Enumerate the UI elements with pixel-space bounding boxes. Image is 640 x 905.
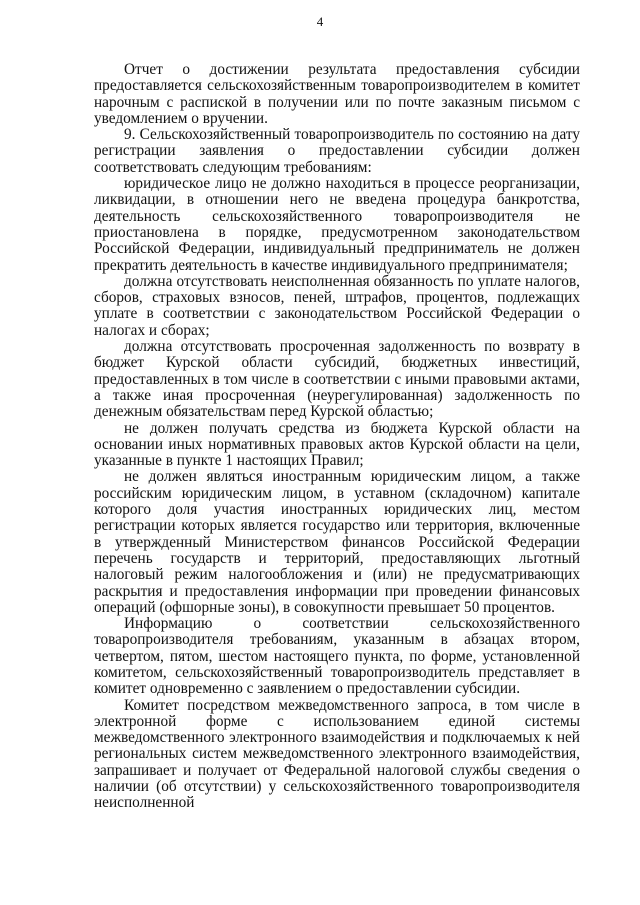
paragraph-requirement-debt: должна отсутствовать просроченная задолженность по возврату в бюджет Курской области субсидий, бюджетных инвестиций, предоставленных в том числе в соответствии с иными правовыми актами, а также иная просроченная (неурегулированная) задолженность по денежным обязательствам перед Курской областью;	[94, 338, 580, 421]
page-number: 4	[316, 14, 324, 29]
paragraph-requirements-intro: 9. Сельскохозяйственный товаропроизводитель по состоянию на дату регистрации заявления о предоставлении субсидии должен соответствовать следующим требованиям:	[94, 126, 580, 176]
paragraph-compliance-information: Информацию о соответствии сельскохозяйственного товаропроизводителя требованиям, указанным в абзацах втором, четвертом, пятом, шестом настоящего пункта, по форме, установленной комитетом, сельскохозяйственный товаропроизводитель представляет в комитет одновременно с заявлением о предоставлении субсидии.	[94, 615, 580, 698]
paragraph-requirement-foreign-entity: не должен являться иностранным юридическим лицом, а также российским юридическим лицом, в уставном (складочном) капитале которого доля участия иностранных юридических лиц, местом регистрации которых является государство или территория, включенные в утвержденный Министерством финансов Российской Федерации перечень государств и территорий, предоставляющих льготный налоговый режим налогообложения и (или) не предусматривающих раскрытия и предоставления информации при проведении финансовых операций (офшорные зоны), в совокупности превышает 50 процентов.	[94, 468, 580, 616]
paragraph-interagency-request: Комитет посредством межведомственного запроса, в том числе в электронной форме с использованием единой системы межведомственного электронного взаимодействия и подключаемых к ней региональных систем межведомственного электронного взаимодействия, запрашивает и получает от Федеральной налоговой службы сведения о наличии (об отсутствии) у сельскохозяйственного товаропроизводителя неисполненной	[94, 696, 580, 812]
paragraph-requirement-reorganization: юридическое лицо не должно находиться в процессе реорганизации, ликвидации, в отношении него не введена процедура банкротства, деятельность сельскохозяйственного товаропроизводителя не приостановлена в порядке, предусмотренном законодательством Российской Федерации, индивидуальный предприниматель не должен прекратить деятельность в качестве индивидуального предпринимателя;	[94, 175, 580, 274]
document-body	[94, 62, 580, 812]
paragraph-report-delivery: Отчет о достижении результата предоставления субсидии предоставляется сельскохозяйственным товаропроизводителем в комитет нарочным с распиской в получении или по почте заказным письмом с уведомлением о вручении.	[94, 61, 580, 127]
paragraph-requirement-taxes: должна отсутствовать неисполненная обязанность по уплате налогов, сборов, страховых взносов, пеней, штрафов, процентов, подлежащих уплате в соответствии с законодательством Российской Федерации о налогах и сборах;	[94, 272, 580, 339]
paragraph-requirement-funds: не должен получать средства из бюджета Курской области на основании иных нормативных правовых актов Курской области на цели, указанные в пункте 1 настоящих Правил;	[94, 419, 580, 470]
